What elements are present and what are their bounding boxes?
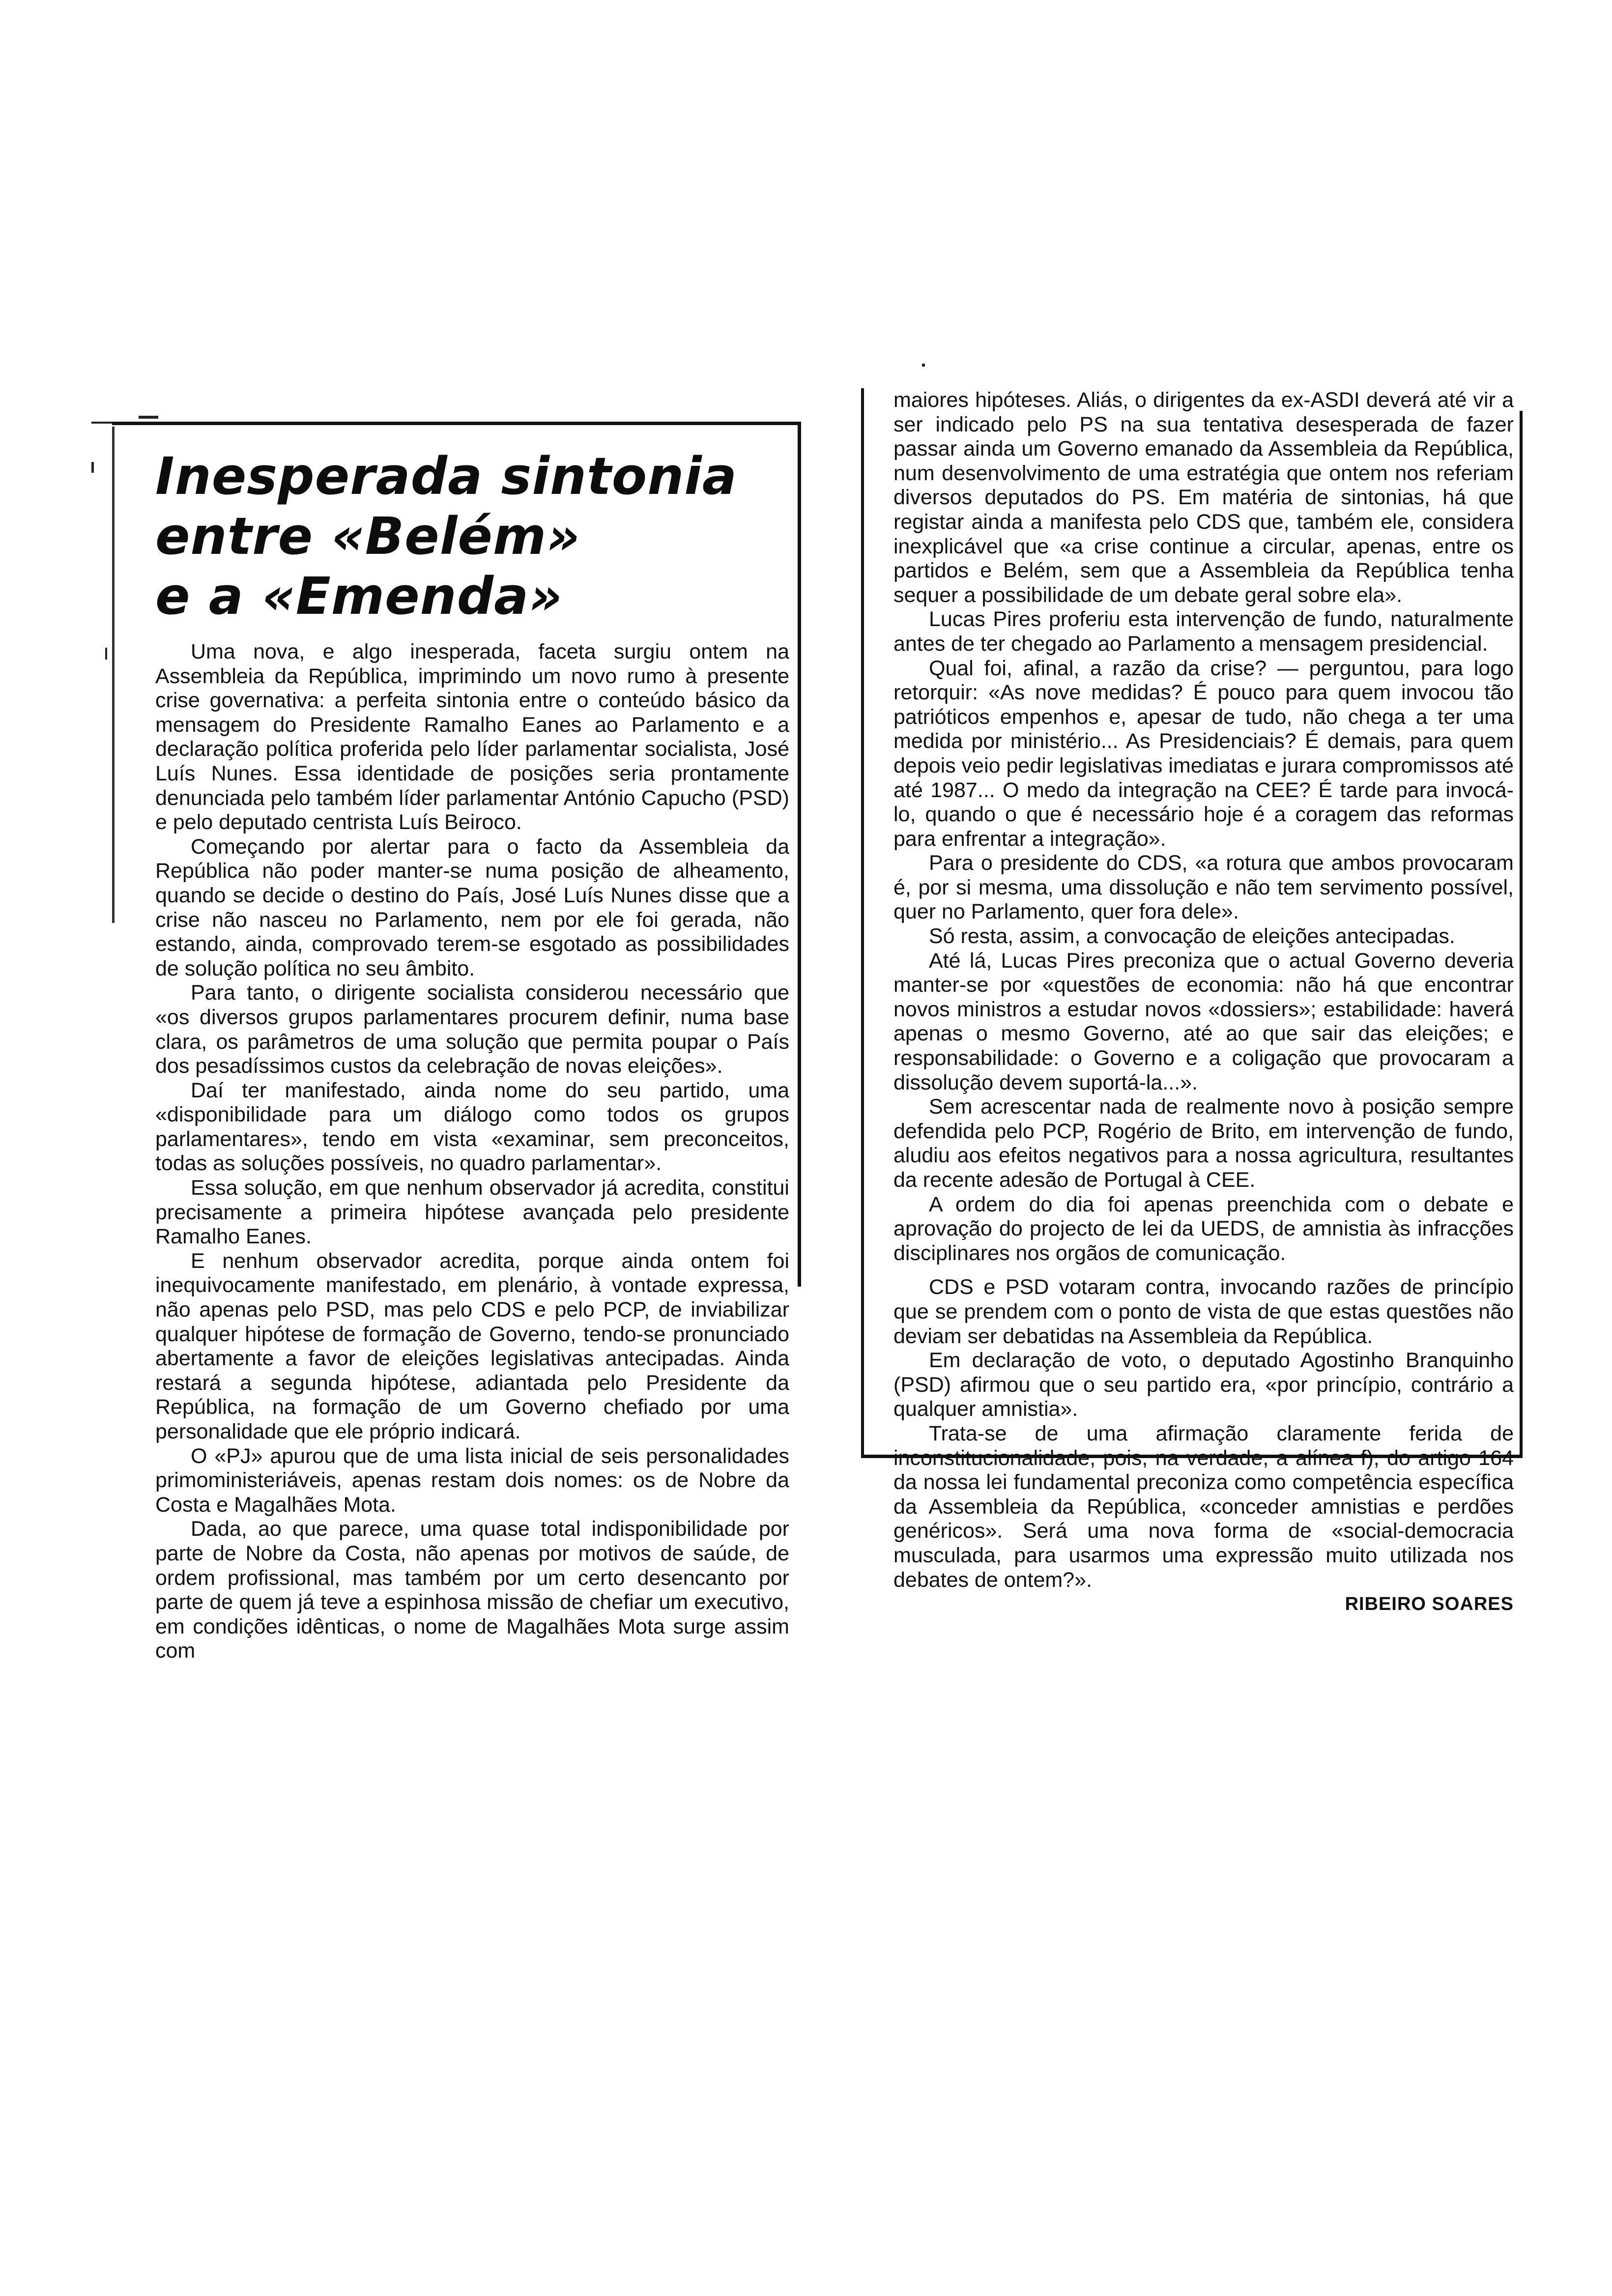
paragraph: Lucas Pires proferiu esta intervenção de fundo, naturalmente antes de ter chegado ao Parlamento a mensagem presidencial. bbox=[893, 607, 1514, 656]
paragraph: CDS e PSD votaram contra, invocando razões de princípio que se prendem com o ponto de vista de que estas questões não deviam ser debatidas na Assembleia da República. bbox=[893, 1275, 1514, 1348]
left-column-right-rule bbox=[798, 422, 801, 1287]
article-headline bbox=[155, 446, 775, 626]
paragraph: Essa solução, em que nenhum observador já acredita, constitui precisamente a primeira hipótese avançada pelo presidente Ramalho Eanes. bbox=[155, 1176, 789, 1249]
paragraph: Só resta, assim, a convocação de eleições antecipadas. bbox=[929, 924, 1455, 948]
headline-line-2: entre «Belém» bbox=[155, 506, 580, 566]
scan-speck bbox=[105, 648, 107, 660]
paragraph: Daí ter manifestado, ainda nome do seu partido, uma «disponibilidade para um diálogo como todos os grupos parlamentares», tendo em vista «examinar, sem preconceitos, todas as soluções possíveis, no quadro parlamentar». bbox=[155, 1078, 789, 1176]
left-column-left-rule bbox=[112, 427, 115, 923]
byline: RIBEIRO SOARES bbox=[1345, 1594, 1514, 1615]
paragraph: Sem acrescentar nada de realmente novo à posição sempre defendida pelo PCP, Rogério de Brito, em intervenção de fundo, aludiu aos efeitos negativos para a nossa agricultura, resultantes da recente adesão de Portugal à CEE. bbox=[893, 1095, 1514, 1192]
paragraph: Começando por alertar para o facto da Assembleia da República não poder manter-se numa posição de alheamento, quando se decide o destino do País, José Luís Nunes disse que a crise não nasceu no Parlamento, nem por ele foi gerada, não estando, ainda, comprovado terem-se esgotado as possibilidades de solução política no seu âmbito. bbox=[155, 834, 789, 980]
paragraph: Para o presidente do CDS, «a rotura que ambos provocaram é, por si mesma, uma dissolução e não tem servimento possível, quer no Parlamento, quer fora dele». bbox=[893, 851, 1514, 924]
paragraph: Qual foi, afinal, a razão da crise? — perguntou, para logo retorquir: «As nove medidas? É pouco para quem invocou tão patrióticos empenhos e, apesar de tudo, não chega a ter uma medida por ministério... As Presidenciais? É demais, para quem depois veio pedir legislativas imediatas e jurara compromissos até até 1987... O medo da integração na CEE? É tarde para invocá-lo, quando o que é necessário hoje é a coragem das reformas para enfrentar a integração». bbox=[893, 656, 1514, 851]
paragraph: Até lá, Lucas Pires preconiza que o actual Governo deveria manter-se por «questões de economia: não há que encontrar novos ministros a estudar novos «dossiers»; estabilidade: haverá apenas o mesmo Governo, até ao que sair das eleições; e responsabilidade: o Governo e a coligação que provocaram a dissolução devem suportá-la...». bbox=[893, 948, 1514, 1094]
right-column-right-rule bbox=[1520, 411, 1523, 1458]
paragraph-continuation: maiores hipóteses. Aliás, o dirigentes da ex-ASDI deverá até vir a ser indicado pelo PS na sua tentativa desesperada de fazer passar ainda um Governo emanado da Assembleia da República, num desenvolvimento de uma estratégia que ontem nos referiam diversos deputados do PS. Em matéria de sintonias, há que registar ainda a manifesta pelo CDS que, também ele, considera inexplicável que «a crise continue a circular, apenas, entre os partidos e Belém, sem que a Assembleia da República tenha sequer a possibilidade de um debate geral sobre ela». bbox=[893, 388, 1514, 607]
right-column-body bbox=[893, 388, 1514, 1617]
paragraph: Para tanto, o dirigente socialista considerou necessário que «os diversos grupos parlamentares procurem definir, numa base clara, os parâmetros de uma solução que permita poupar o País dos pesadíssimos custos da celebração de novas eleições». bbox=[155, 981, 789, 1078]
paragraph-gap bbox=[893, 1265, 1514, 1275]
scan-speck bbox=[139, 416, 158, 419]
right-column-left-rule bbox=[861, 388, 864, 1458]
paragraph: O «PJ» apurou que de uma lista inicial de seis personalidades primoministeriáveis, apenas restam dois nomes: os de Nobre da Costa e Magalhães Mota. bbox=[155, 1444, 789, 1517]
paragraph: A ordem do dia foi apenas preenchida com o debate e aprovação do projecto de lei da UEDS, de amnistia às infracções disciplinares nos orgãos de comunicação. bbox=[893, 1192, 1514, 1265]
scan-speck bbox=[91, 462, 94, 473]
headline-line-1: Inesperada sintonia bbox=[155, 446, 738, 506]
paragraph: Uma nova, e algo inesperada, faceta surgiu ontem na Assembleia da República, imprimindo um novo rumo à presente crise governativa: a perfeita sintonia entre o conteúdo básico da mensagem do Presidente Ramalho Eanes ao Parlamento e a declaração política proferida pelo líder parlamentar socialista, José Luís Nunes. Essa identidade de posições seria prontamente denunciada pelo também líder parlamentar António Capucho (PSD) e pelo deputado centrista Luís Beiroco. bbox=[155, 640, 789, 834]
paragraph: Em declaração de voto, o deputado Agostinho Branquinho (PSD) afirmou que o seu partido era, «por princípio, contrário a qualquer amnistia». bbox=[893, 1349, 1514, 1421]
paragraph: Trata-se de uma afirmação claramente ferida de inconstitucionalidade, pois, na verdade, a alínea f), do artigo 164 da nossa lei fundamental preconiza como competência específica da Assembleia da República, «conceder amnistias e perdões genéricos». Será uma nova forma de «social-democracia musculada, para usarmos uma expressão muito utilizada nos debates de ontem?». bbox=[893, 1421, 1514, 1592]
left-column-body bbox=[155, 640, 789, 1664]
headline-line-3: e a «Emenda» bbox=[155, 566, 563, 626]
scan-speck bbox=[922, 364, 925, 367]
paragraph: Dada, ao que parece, uma quase total indisponibilidade por parte de Nobre da Costa, não apenas por motivos de saúde, de ordem profissional, mas também por um certo desencanto por parte de quem já teve a espinhosa missão de chefiar um executivo, em condições idênticas, o nome de Magalhães Mota surge assim com bbox=[155, 1517, 789, 1663]
left-column-top-rule bbox=[112, 422, 801, 425]
paragraph: E nenhum observador acredita, porque ainda ontem foi inequivocamente manifestado, em plenário, à vontade expressa, não apenas pelo PSD, mas pelo CDS e pelo PCP, de inviabilizar qualquer hipótese de formação de Governo, tendo-se pronunciado abertamente a favor de eleições legislativas antecipadas. Ainda restará a segunda hipótese, adiantada pelo Presidente da República, na formação de um Governo chefiado por uma personalidade que ele próprio indicará. bbox=[155, 1249, 789, 1443]
